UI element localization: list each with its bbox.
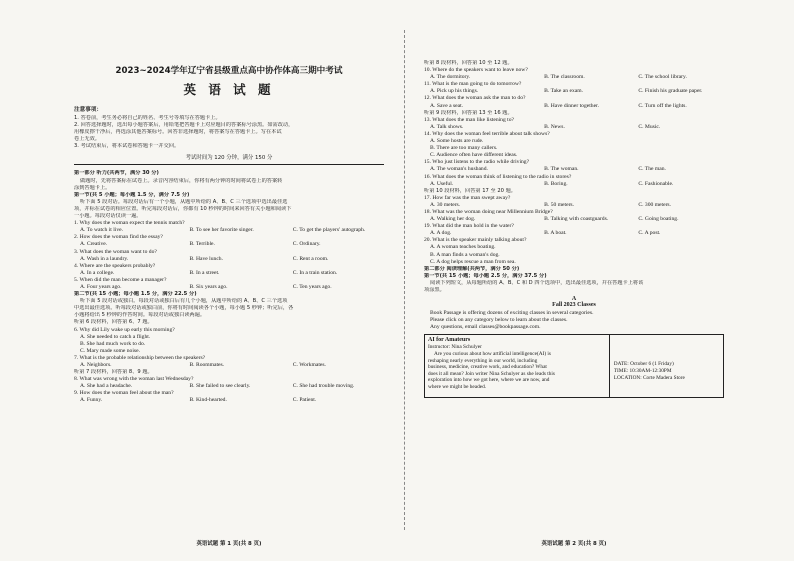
question-text: 4. Where are the speakers probably? [74,262,156,269]
part2-heading: 第二部分 阅读理解(共两节，满分 50 分) [424,265,520,272]
option-c: C. A post. [638,230,661,237]
class-instructor: Instructor: Nina Schulyer [428,344,482,351]
class-time: TIME: 10:30AM-12:30PM [613,367,672,374]
option-a: A. The woman's husband. [430,166,488,173]
option-a: A. Talk shows. [430,123,464,130]
option-a: A. To watch it live. [80,227,124,234]
question-17: 17. How far was the man swept away? [424,194,511,201]
option-c: C. She had trouble moving. [292,383,355,390]
section2-intro: 听下面 5 段对话或独白。每段对话或独白后有几个小题，从题中所给的 A、B、C 三个选项 [80,298,288,305]
option-c: C. Audience often have different ideas. [430,152,518,159]
question-6: 6. Why did Lily wake up early this morning? [74,326,175,333]
class-description [425,335,610,397]
option-b: B. 50 meters. [544,201,575,208]
reading-intro: 阅读下列短文，从每题所给的 A、B、C 和 D 四个选项中，选出最佳选项，并在答题卡上将该 [430,279,644,286]
question-text: 1. Why does the woman expect the tennis match? [74,220,185,227]
option-b: B. The classroom. [544,74,585,81]
option-b: B. A man finds a woman's dog. [430,251,500,258]
question-18: 18. What was the woman doing near Millennium Bridge? [424,208,553,215]
option-c: C. Going boating. [638,216,679,223]
section1-intro: 听下面 5 段对话。每段对话后有一个小题，从题中所给的 A、B、C 三个选项中选出最佳选 [80,198,288,205]
option-c: C. Workmates. [292,362,326,368]
question-7: 7. What is the probable relationship between the speakers? [74,354,206,361]
group-heading: 听第 8 段材料，回答第 10 至 12 题。 [424,60,513,66]
divider-line [74,164,384,165]
question-5 [74,277,384,291]
question-13: 13. What does the man like listening to? [424,116,514,123]
page-2 [424,0,724,561]
option-a: A. Wash in a laundry. [80,255,129,262]
option-c: C. Music. [638,123,661,130]
option-b: B. She had much work to do. [80,340,146,347]
question-text: 2. How does the woman find the essay? [74,234,163,241]
option-a: A. Four years ago. [80,283,122,290]
option-b: B. Boring. [544,180,568,187]
option-b: B. Take an exam. [544,88,583,95]
passage-letter: A [571,296,577,303]
option-c: C. To get the players' autograph. [292,227,366,234]
question-12: 12. What does the woman ask the man to do? [424,95,526,102]
question-10: 10. Where do the speakers want to leave now? [424,67,528,74]
reading-intro: 项涂黑。 [424,287,445,293]
option-b: B. Have dinner together. [544,102,600,109]
class-body-line: Are you curious about how artificial intelligence(AI) is [434,350,551,357]
option-c: C. Patient. [292,397,317,404]
option-a: A. Some hosts are rude. [430,138,484,145]
option-a: A. Save a seat. [430,102,464,109]
option-c: C. Mary made some noise. [80,347,140,354]
page-divider [404,30,405,530]
exam-time: 考试时间为 120 分钟，满分 150 分 [185,155,273,162]
option-c: C. Ordinary. [292,241,321,248]
class-location: LOCATION: Corte Madera Store [613,374,685,381]
part1-intro: 做题时，先将答案标在试卷上。录音内容结束后，你将有两分钟的时间将试卷上的答案转 [80,177,283,184]
option-a: A. Creative. [80,241,108,248]
section2-intro: 中选出最佳选项。听每段对话或独白前，你将有时间阅读各个小题，每小题 5 秒钟；听完后，各 [74,305,294,312]
option-a: A. 30 meters. [430,201,461,208]
option-b: B. News. [544,123,565,130]
option-b: B. A boat. [544,230,567,237]
option-a: A. She needed to catch a flight. [80,333,151,340]
option-a: A. A dog. [430,230,452,237]
question-3 [74,249,384,263]
option-b: B. Six years ago. [189,283,228,290]
question-15: 15. Who just listens to the radio while driving? [424,159,530,166]
option-c: C. The school library. [638,74,687,81]
question-2 [74,234,384,248]
question-19: 19. What did the man hold in the water? [424,223,514,230]
page-footer: 英语试题 第 1 页(共 8 页) [196,541,262,547]
notice-line: 用橡皮擦干净后，再选涂其他答案标号。回答非选择题时，将答案写在答题卡上。写在本试 [74,129,282,136]
passage-line: Any questions, email classes@bookpassage.com. [430,324,541,331]
question-8: 8. What was wrong with the woman last Wednesday? [74,376,194,383]
reading-section1-heading: 第一节(共 15 小题；每小题 2.5 分，满分 37.5 分) [424,272,547,279]
notice-heading: 注意事项： [74,107,102,113]
option-b: B. There are too many callers. [430,145,498,152]
option-c: C. A dog helps rescue a man from sea. [430,258,516,265]
class-date: DATE: October 6 (1 Friday) [613,361,674,368]
passage-line: Book Passage is offering dozens of exciting classes in several categories. [430,310,594,317]
class-body-line: does it all mean? Join writer Nina Schulyer as she leads this [428,370,555,377]
question-11: 11. What is the man going to do tomorrow? [424,81,522,88]
option-a: A. Useful. [430,180,454,187]
notice-line: 2. 回答选择题时，选出每小题答案后，用铅笔把答题卡上对应题目的答案标号涂黑。如需改动， [74,122,294,129]
notice-line: 1. 答卷前，考生务必将自己的姓名、考生号等填写在答题卡上。 [74,115,221,121]
option-a: A. A woman teaches boating. [430,244,496,251]
question-20: 20. What is the speaker mainly talking about? [424,237,527,244]
exam-title: 2023~2024学年辽宁省县级重点高中协作体高三期中考试 [115,66,343,76]
option-a: A. Walking her dog. [430,216,476,223]
section2-intro: 小题将给出 5 秒钟的作答时间。每段对话或独白读两遍。 [74,312,206,319]
option-c: C. Finish his graduate paper. [638,88,703,95]
question-text: 5. When did the man become a manager? [74,276,167,283]
option-b: B. Terrible. [189,241,215,248]
option-a: A. Neighbors. [80,362,112,368]
passage-line: Please click on any category below to learn about the classes. [430,317,568,324]
section1-intro: 一小题。每段对话仅读一遍。 [74,213,142,220]
part1-intro: 涂到答题卡上。 [74,184,111,191]
option-b: B. She failed to see clearly. [189,383,251,390]
group-heading: 听第 6 段材料，回答第 6、7 题。 [74,319,153,326]
option-c: C. Ten years ago. [292,283,332,290]
page-footer: 英语试题 第 2 页(共 8 页) [541,541,607,547]
option-c: C. 300 meters. [638,201,672,208]
option-c: C. Rent a room. [292,255,329,262]
exam-subtitle: 英 语 试 题 [183,82,275,97]
part1-heading: 第一部分 听力(共两节，满分 30 分) [74,170,159,177]
option-c: C. In a train station. [292,269,338,276]
notice-line: 3. 考试结束后，将本试卷和答题卡一并交回。 [74,143,180,150]
question-14: 14. Why does the woman feel terrible about talk shows? [424,130,550,137]
option-c: C. Turn off the lights. [638,102,687,109]
question-16: 16. What does the woman think of listening to the radio in stores? [424,173,572,180]
option-b: B. In a street. [189,269,220,276]
option-a: A. Funny. [80,397,103,404]
group-heading: 听第 10 段材料，回答第 17 至 20 题。 [424,187,516,194]
option-b: B. Roommates. [189,362,225,368]
option-b: B. Talking with coastguards. [544,216,609,223]
section1-intro: 项，并标在试卷的相应位置。听完每段对话后，你都有 10 秒钟的时间来回答有关小题和阅读下 [74,205,292,212]
section1-heading: 第一节(共 5 小题；每小题 1.5 分，满分 7.5 分) [74,191,190,198]
question-9: 9. How does the woman feel about the man? [74,390,174,397]
class-schedule [610,335,723,397]
class-body-line: where we might be headed. [428,383,487,390]
option-c: C. The man. [638,166,666,173]
section2-heading: 第二节(共 15 小题；每小题 1.5 分，满分 22.5 分) [74,291,197,298]
question-text: 3. What does the woman want to do? [74,248,157,255]
question-1 [74,220,384,234]
class-body-line: exploration into how we got here, where we are now, and [428,377,550,384]
option-a: A. The dormitory. [430,74,471,81]
class-body-line: reshaping nearly everything in our world, including [428,357,538,364]
class-title: AI for Amateurs [428,337,471,344]
option-a: A. In a college. [80,269,115,276]
group-heading: 听第 9 段材料，回答第 13 至 16 题。 [424,109,513,116]
option-c: C. Fashionable. [638,180,674,187]
class-info-box [424,334,724,398]
option-b: B. To see her favorite singer. [189,227,254,234]
option-a: A. Pick up his things. [430,88,479,95]
option-b: B. The woman. [544,166,579,173]
option-b: B. Have lunch. [189,255,223,262]
notice-line: 卷上无效。 [74,136,100,143]
option-b: B. Kind-hearted. [189,397,227,404]
question-4 [74,263,384,277]
option-a: A. She had a headache. [80,383,133,390]
class-body-line: business, medicine, creative work, and education? What [428,364,547,371]
passage-title: Fall 2023 Classes [552,302,596,309]
page-1 [74,0,384,561]
group-heading: 听第 7 段材料，回答第 8、9 题。 [74,369,153,376]
